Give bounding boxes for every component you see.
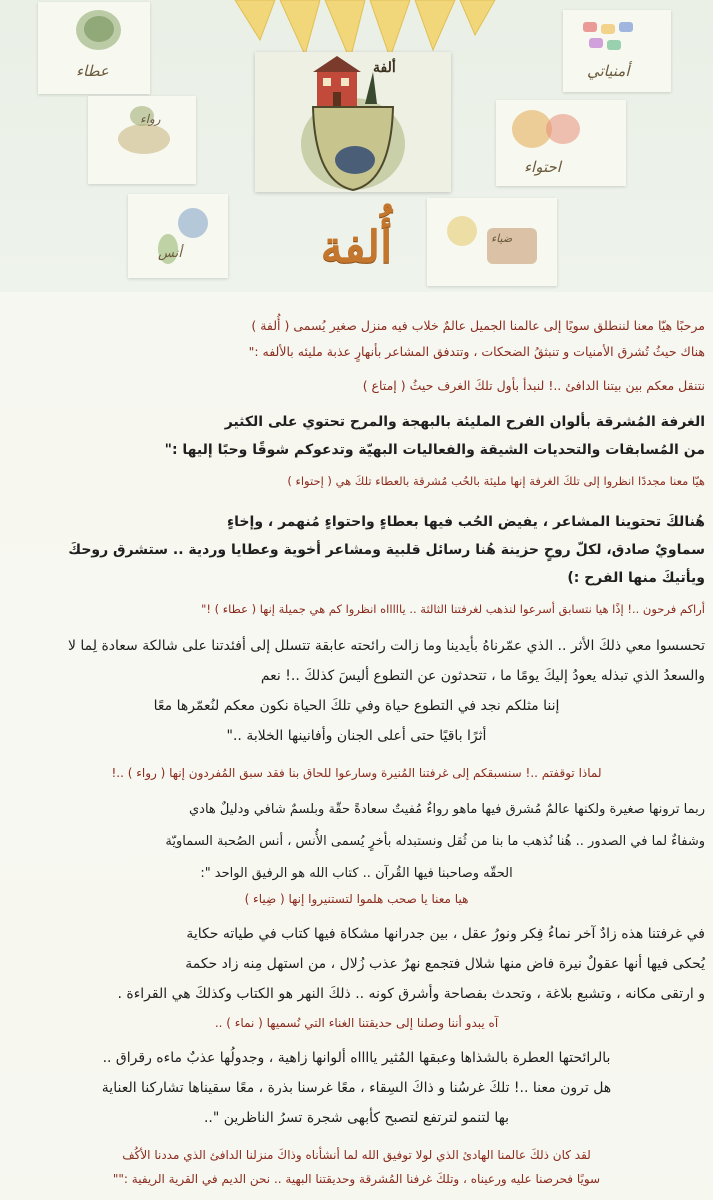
imtaa-line-2: من المُسابقات والتحديات الشيقة والفعاليات البهيّة وتدعوكم شوقًا وحبًا إليها :" (164, 442, 705, 458)
namaa-intro: آه يبدو أننا وصلنا إلى حديقتنا الغناء التي نُسميها ( نماء ) .. (214, 1016, 499, 1030)
tile-label: احتواء (524, 158, 561, 176)
diaa-intro: هيا معنا يا صحب هلموا لتستنيروا إنها ( ضِياء ) (244, 892, 469, 906)
diaa-line-1: في غرفتنا هذه زادٌ آخر نماءُ فِكر ونورُ عقل ، بين جدرانها مشكاة فيها كتاب في طياته حكاية (186, 926, 705, 942)
tile-label: عطاء (76, 62, 109, 80)
diaa-line-3: و ارتقى مكانه ، وتشبع بلاغة ، وتحدث بفصاحة وأشرق كونه .. ذلكَ النهر هو الكتاب وكذلكَ هي القراءة . (117, 986, 705, 1002)
intro-line-1: مرحبًا هيّا معنا لننطلق سويًا إلى عالمنا الجميل عالمٌ خلاب فيه منزل صغير يُسمى ( أُلفة ) (251, 318, 705, 333)
tile-ata (38, 2, 150, 94)
ihtiwa-intro: هيّا معنا مجددًا انظروا إلى تلكَ الغرفة إنها مليئة بالحُب مُشرقة بالعطاء تلكَ هي ( إحتواء ) (287, 474, 705, 488)
house-title: ألفة (373, 60, 396, 76)
tile-rawa (88, 96, 196, 184)
namaa-line-2: هل ترون معنا ..! تلكَ غرسُنا و ذاكَ السِقاء ، معًا غرسنا بذرة ، معًا سقيناها تشاركنا العناية (101, 1080, 612, 1096)
namaa-line-3: بها لتنمو لترتفع لتصبح كأبهى شجرة تسرُ الناظرين ".. (203, 1110, 510, 1126)
tile-amniyati (563, 10, 671, 92)
ata-line-2: والسعدُ الذي تبذله يعودُ إليكَ يومًا ما ، تتحدثون عن التطوع أليسَ كذلكَ ..! نعم (260, 668, 705, 684)
rawa-intro: لماذا توقفتم ..! سنسبقكم إلى غرفتنا المُنيرة وسارعوا للحاق بنا فقد سبق المُفردون إنها ( رواء ) ..! (111, 766, 602, 780)
rawa-line-1: ربما ترونها صغيرة ولكنها عالمٌ مُشرق فيها ماهو رواءٌ مُفيتٌ سعادةً حقّة وبلسمٌ شافي ودليلٌ هادي (189, 802, 705, 817)
ata-line-1: تحسسوا معي ذلكَ الأثر .. الذي عمّرناهُ بأيدينا وما زالت رائحته عابقة تتسلل إلى أفئدتنا على شالكة سعادة لِما لا (67, 638, 705, 654)
rawa-line-2: وشفاءٌ لما في الصدور .. هُنا نُذهب ما بنا من ثُقل ونستبدله بأخرٍ يُسمى الأُنس ، أنس الصُحبة السماويّة (165, 834, 705, 849)
ata-intro: أراكم فرحون ..! إذًا هيا نتسابق أسرعوا لنذهب لغرفتنا الثالثة .. ياااااه انظروا كم هي جميلة إنها ( عطاء ) !" (201, 602, 705, 616)
room-intro-line: نتنقل معكم بين بيتنا الدافئ ..! لنبدأ بأول تلكَ الغرف حيثُ ( إمتاع ) (362, 378, 705, 393)
ata-line-4: أثرًا باقيًا حتى أعلى الجنان وأفانينها الخلابة .." (226, 728, 487, 744)
intro-line-2: هناك حيثُ تُشرق الأمنيات و تنبثقُ الضحكات ، وتتدفق المشاعر بأنهارٍ عذبة مليئه بالألفه :" (248, 344, 705, 359)
ihtiwa-line-1: هُنالكَ تحتوينا المشاعر ، يفيض الحُب فيها بعطاءٍ واحتواءٍ مُنهمر ، وإخاءٍ (227, 514, 705, 530)
diaa-line-2: يُحكى فيها أنها عقولٌ نيرة فاض منها شلال فتجمع نهرٌ عذب زُلال ، من استهل مِنه زاد حكمة (185, 956, 705, 972)
tile-label: رواء (140, 112, 161, 126)
tile-label: أمنياتي (587, 62, 630, 80)
house-icon (255, 52, 451, 192)
tile-ihtiwa (496, 100, 626, 186)
house-illustration (255, 52, 451, 192)
closing-line-1: لقد كان ذلكَ عالمنا الهادئ الذي لولا توفيق الله لما أنشأناه وذاكَ منزلنا الدافئ الذي مددنا الأكُف (122, 1148, 591, 1162)
closing-line-2: سويًا فحرصنا عليه ورعيناه ، وتلكَ غرفنا المُشرقة وحديقتنا البهية .. نحن الديم في القرية الريفية :"" (112, 1172, 601, 1186)
namaa-line-1: بالرائحتها العطرة بالشذاها وعبقها المُثير يااااه ألوانها زاهية ، وجدولُها عذبٌ ماءه رقراق .. (102, 1050, 611, 1066)
tile-label: أنس (158, 246, 182, 261)
page-title: أُلفة (320, 222, 393, 273)
imtaa-line-1: الغرفة المُشرقة بألوان الفرح المليئة بالبهجة والمرح تحتوي على الكثير (224, 414, 705, 430)
ihtiwa-line-2: سماويٌ صادق، لكلّ روحٍ حزينة هُنا رسائل قلبية ومشاعر أخوية وعطايا وردية .. ستشرق روحكَ (68, 542, 705, 558)
rawa-line-3: الحقّه وصاحبنا فيها القُرآن .. كتاب الله هو الرفيق الواحد ": (200, 866, 513, 881)
tile-label: ضياء (491, 232, 513, 245)
ata-line-3: إننا مثلكم نجد في التطوع حياة وفي تلكَ الحياة نكون معكم لنُعمّرها معًا (153, 698, 560, 714)
ihtiwa-line-3: ويأتيكَ منها الفرح :) (567, 570, 705, 586)
story-panel (0, 292, 713, 1200)
